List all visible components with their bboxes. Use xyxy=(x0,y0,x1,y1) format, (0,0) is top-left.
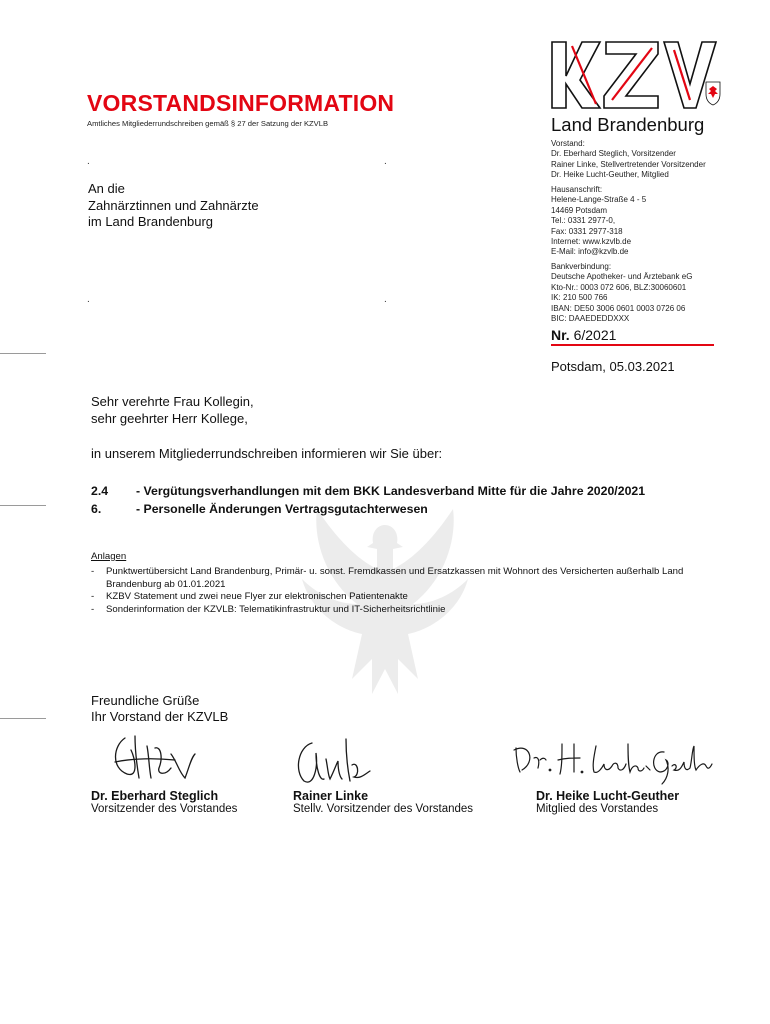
signatory-name: Rainer Linke xyxy=(293,789,369,803)
bank-line: Kto-Nr.: 0003 072 606, BLZ:30060601 xyxy=(551,282,687,292)
salutation-line: Sehr verehrte Frau Kollegin, xyxy=(91,394,254,409)
address-window-mark: . xyxy=(384,156,387,167)
signatory xyxy=(293,789,473,815)
bank-details xyxy=(551,262,692,324)
closing-line: Ihr Vorstand der KZVLB xyxy=(91,709,229,724)
accent-divider xyxy=(551,344,714,346)
circular-number xyxy=(551,327,616,343)
board-members xyxy=(551,139,706,181)
attachments-heading: Anlagen xyxy=(91,551,127,562)
signatory-name: Dr. Eberhard Steglich xyxy=(91,789,219,803)
board-line: Dr. Heike Lucht-Geuther, Mitglied xyxy=(551,170,669,180)
board-line: Dr. Eberhard Steglich, Vorsitzender xyxy=(551,149,676,159)
topic-list xyxy=(91,482,645,518)
bank-line: IK: 210 500 766 xyxy=(551,293,608,303)
signatory-role: Stellv. Vorsitzender des Vorstandes xyxy=(293,803,474,815)
address-window-mark: . xyxy=(87,294,90,305)
address-line: im Land Brandenburg xyxy=(88,214,214,229)
address-line: An die xyxy=(88,181,125,196)
address-info-line: Helene-Lange-Straße 4 - 5 xyxy=(551,195,647,205)
fold-mark-middle xyxy=(0,505,46,506)
address-info-line: Hausanschrift: xyxy=(551,185,603,194)
topic-number: 2.4 xyxy=(91,484,109,498)
intro-text: in unserem Mitgliederrundschreiben informieren wir Sie über: xyxy=(91,446,443,461)
signatory xyxy=(536,789,679,815)
circular-number-label: Nr. xyxy=(551,327,570,343)
board-line: Rainer Linke, Stellvertretender Vorsitzender xyxy=(551,159,706,169)
attachment-text: Punktwertübersicht Land Brandenburg, Primär- u. sonst. Fremdkassen und Ersatzkassen mit Wohnort des Versicherten außerhalb Land Brandenburg ab 01.01.2021 xyxy=(106,566,684,590)
signatory-role: Mitglied des Vorstandes xyxy=(536,803,659,815)
address-info-line: Tel.: 0331 2977-0, xyxy=(551,216,616,226)
bank-line: IBAN: DE50 3006 0601 0003 0726 06 xyxy=(551,303,686,313)
topic-text: - Personelle Änderungen Vertragsgutachterwesen xyxy=(136,502,428,516)
signature-steglich xyxy=(105,728,200,788)
attachment-item xyxy=(91,604,741,617)
signatory-role: Vorsitzender des Vorstandes xyxy=(91,803,238,815)
circular-number-value: 6/2021 xyxy=(573,327,617,343)
fold-mark-top xyxy=(0,353,46,354)
attachment-text: KZBV Statement und zwei neue Flyer zur elektronischen Patientenakte xyxy=(106,591,408,603)
topic-text: - Vergütungsverhandlungen mit dem BKK Landesverband Mitte für die Jahre 2020/2021 xyxy=(136,484,646,498)
list-dash: - xyxy=(91,566,95,577)
bank-line: BIC: DAAEDEDDXXX xyxy=(551,314,630,324)
salutation xyxy=(91,393,254,427)
board-line: Vorstand: xyxy=(551,139,585,148)
address-window-mark: . xyxy=(87,156,90,167)
address-info-line: 14469 Potsdam xyxy=(551,205,608,215)
signatory xyxy=(91,789,237,815)
document-subtitle: Amtliches Mitgliederrundschreiben gemäß § 27 der Satzung der KZVLB xyxy=(87,119,329,128)
address-info-line: Internet: www.kzvlb.de xyxy=(551,237,632,247)
attachment-item xyxy=(91,566,741,591)
signatory-name: Dr. Heike Lucht-Geuther xyxy=(536,789,680,803)
bank-line: Bankverbindung: xyxy=(551,262,612,271)
list-dash: - xyxy=(91,603,95,615)
address-info-line: E-Mail: info@kzvlb.de xyxy=(551,247,629,257)
list-dash: - xyxy=(91,591,95,603)
closing-line: Freundliche Grüße xyxy=(91,693,200,708)
signature-lucht-geuther xyxy=(510,738,715,788)
document-title: VORSTANDSINFORMATION xyxy=(87,90,395,116)
topic-item xyxy=(91,500,645,518)
postal-address xyxy=(551,185,646,258)
topic-item xyxy=(91,482,645,500)
topic-number: 6. xyxy=(91,502,102,516)
fold-mark-bottom xyxy=(0,718,46,719)
attachment-item xyxy=(91,591,741,604)
place-date: Potsdam, 05.03.2021 xyxy=(551,359,675,374)
recipient-address xyxy=(88,181,259,231)
attachments-list xyxy=(91,566,741,616)
salutation-line: sehr geehrter Herr Kollege, xyxy=(91,411,248,426)
logo-caption: Land Brandenburg xyxy=(551,114,705,135)
bank-line: Deutsche Apotheker- und Ärztebank eG xyxy=(551,272,693,282)
address-line: Zahnärztinnen und Zahnärzte xyxy=(88,197,259,213)
address-window-mark: . xyxy=(384,294,387,305)
signature-linke xyxy=(290,735,380,790)
address-info-line: Fax: 0331 2977-318 xyxy=(551,226,623,236)
closing xyxy=(91,693,228,725)
attachment-text: Sonderinformation der KZVLB: Telematikinfrastruktur und IT-Sicherheitsrichtlinie xyxy=(106,603,446,615)
